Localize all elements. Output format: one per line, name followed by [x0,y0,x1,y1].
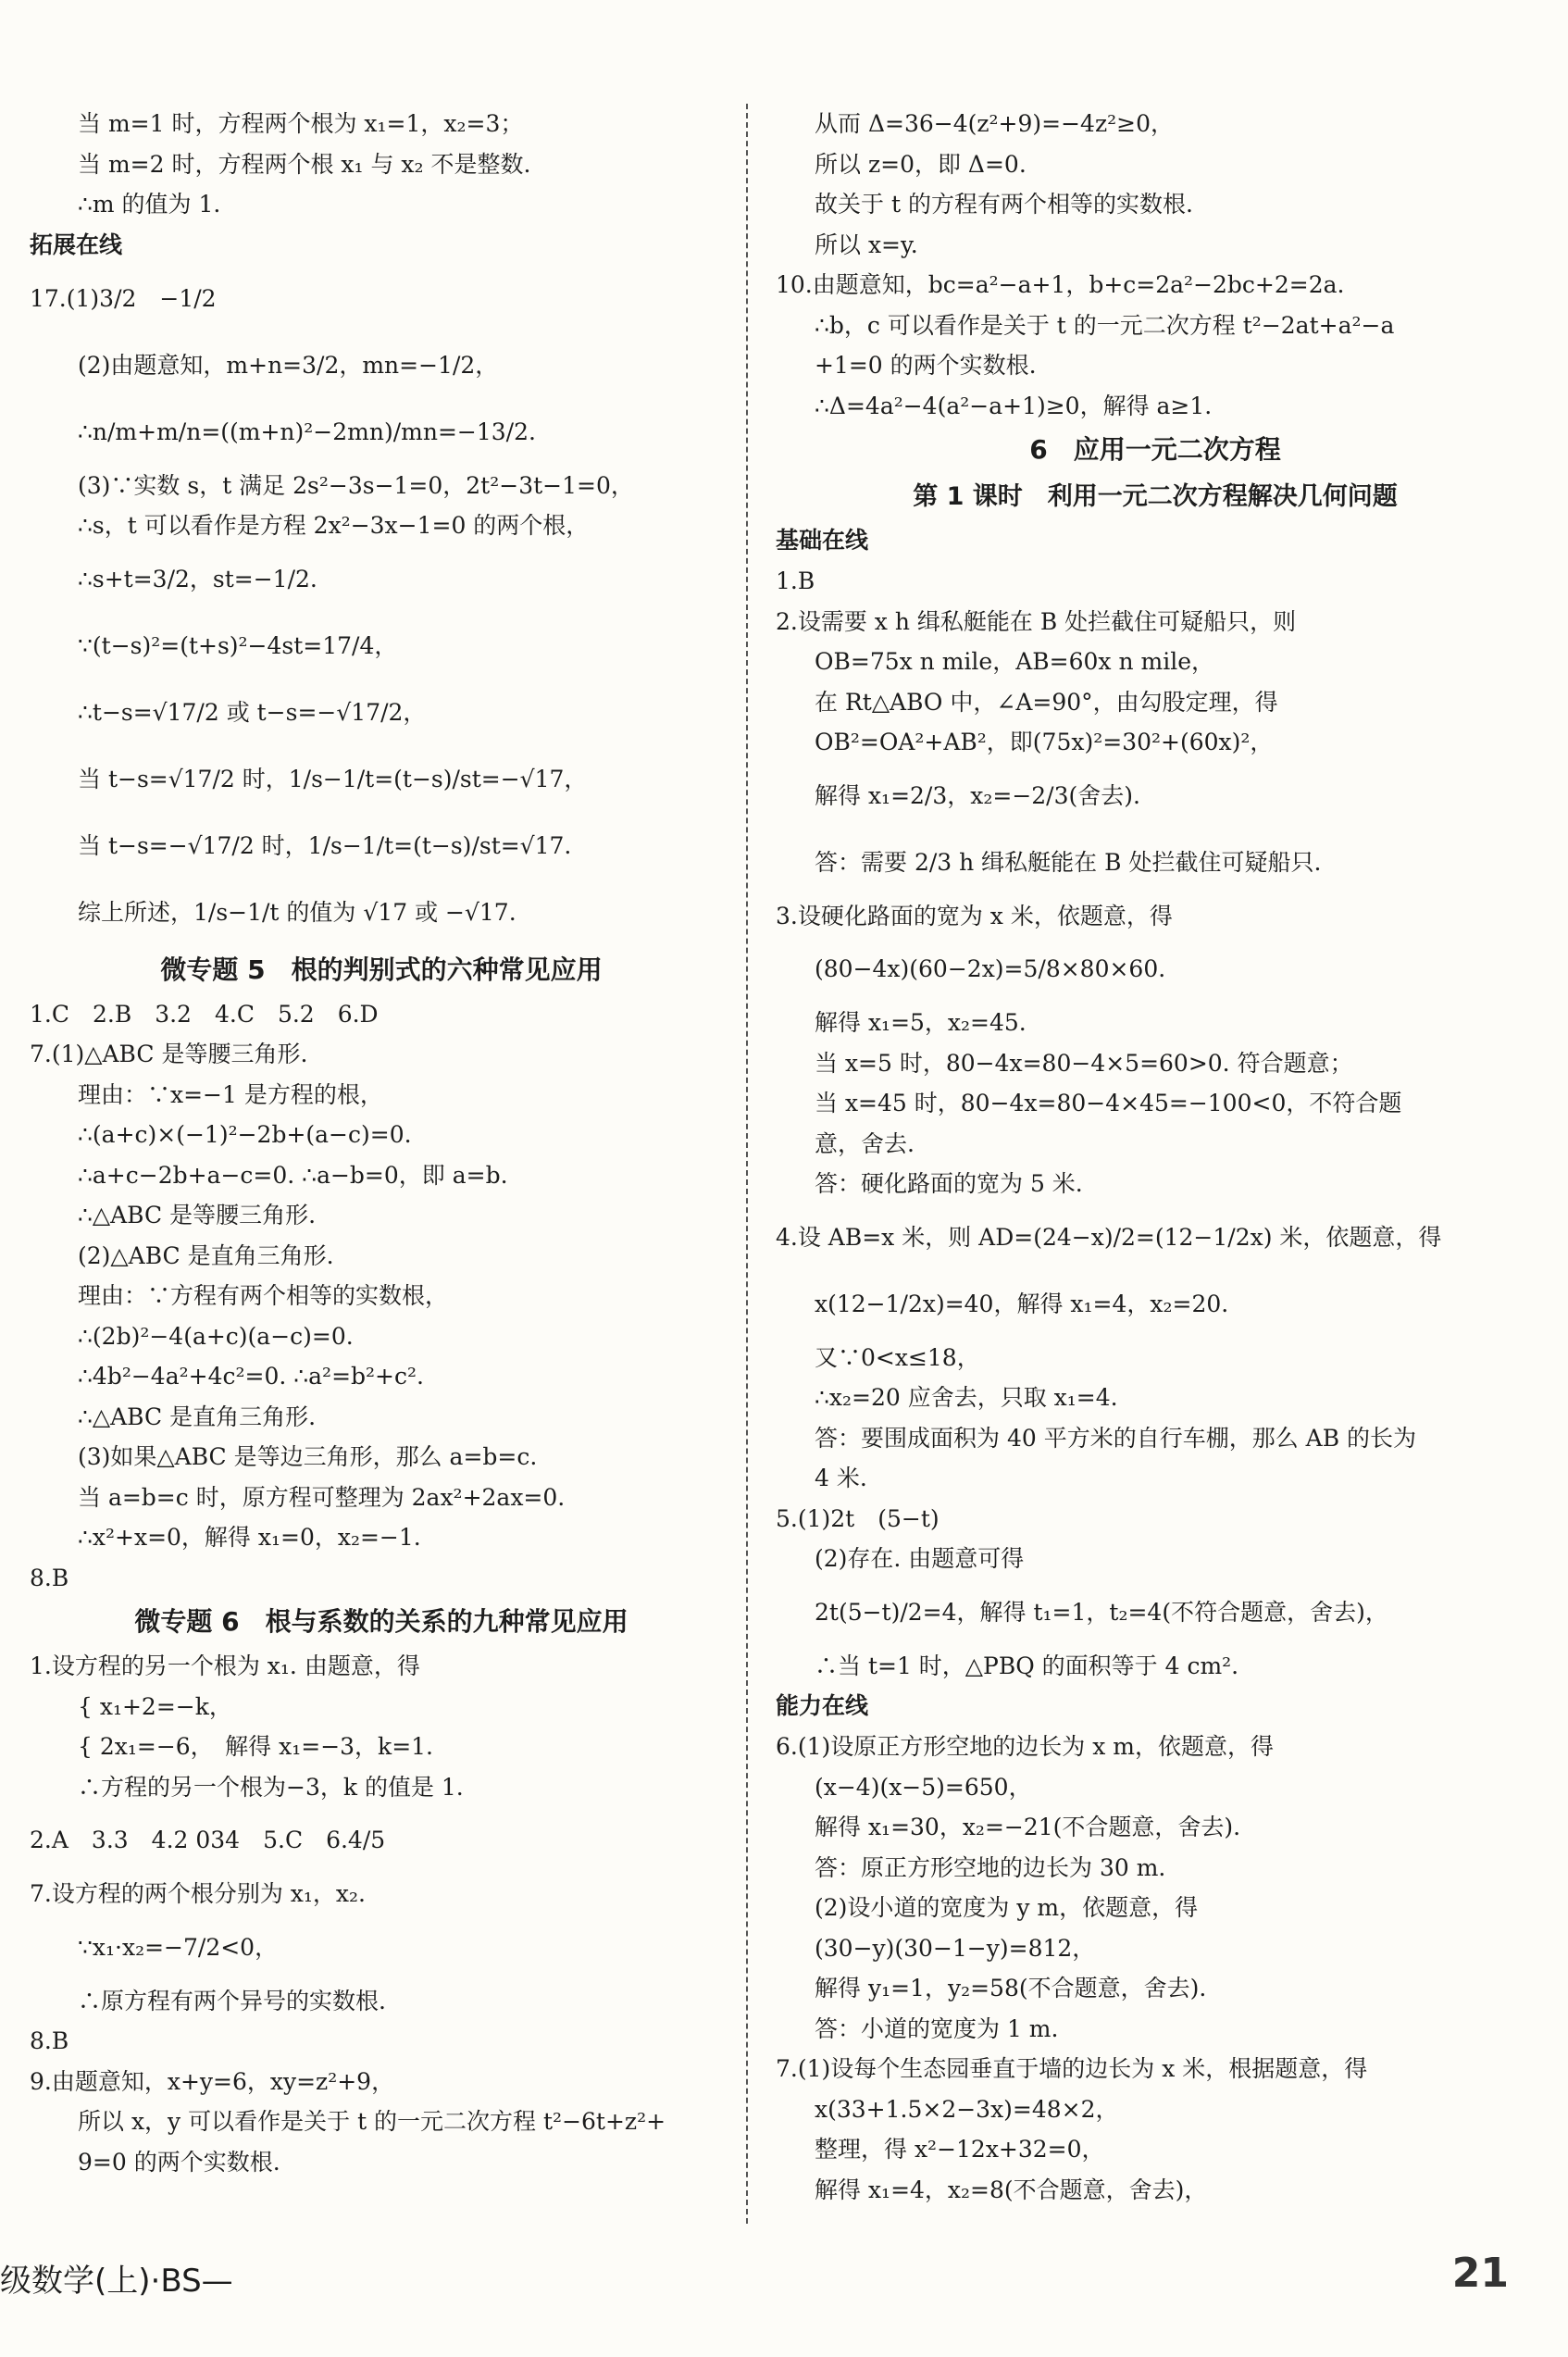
text-line: 答：需要 2/3 h 缉私艇能在 B 处拦截住可疑船只. [815,848,1322,876]
text-line: 解得 x₁=5，x₂=45. [815,1009,1027,1036]
text-line: (30−y)(30−1−y)=812， [815,1934,1096,1962]
text-line: 又∵0<x≤18， [815,1343,980,1371]
text-line: 6.(1)设原正方形空地的边长为 x m，依题意，得 [776,1733,1274,1760]
text-line: 意，舍去. [815,1129,915,1157]
text-line: 答：小道的宽度为 1 m. [815,2014,1059,2042]
text-line: ∴4b²−4a²+4c²=0. ∴a²=b²+c². [78,1363,424,1390]
text-line: ∴(a+c)×(−1)²−2b+(a−c)=0. [78,1121,412,1148]
section-heading: 能力在线 [776,1692,869,1719]
text-line: 答：原正方形空地的边长为 30 m. [815,1853,1166,1881]
text-line: 当 t−s=√17/2 时，1/s−1/t=(t−s)/st=−√17， [78,765,588,792]
text-line: (3)∵实数 s，t 满足 2s²−3s−1=0，2t²−3t−1=0， [78,471,634,499]
text-line: ∴当 t=1 时，△PBQ 的面积等于 4 cm². [815,1652,1239,1679]
text-line: ∴s+t=3/2，st=−1/2. [78,565,317,592]
page-number: 21 [1451,2250,1509,2297]
text-line: 综上所述，1/s−1/t 的值为 √17 或 −√17. [78,898,516,926]
text-line: ∴m 的值为 1. [78,191,221,218]
text-line: (2)存在. 由题意可得 [815,1545,1025,1572]
text-line: 7.设方程的两个根分别为 x₁，x₂. [30,1880,366,1907]
text-line: 在 Rt△ABO 中，∠A=90°，由勾股定理，得 [815,688,1278,716]
text-line: ∴x₂=20 应舍去，只取 x₁=4. [815,1384,1118,1411]
text-line: 整理，得 x²−12x+32=0， [815,2136,1105,2163]
text-line: 解得 x₁=4，x₂=8(不合题意，舍去)， [815,2176,1208,2203]
text-line: (x−4)(x−5)=650， [815,1773,1032,1801]
text-line: x(33+1.5×2−3x)=48×2， [815,2095,1119,2123]
text-line: 所以 x=y. [815,231,918,258]
text-line: 1.设方程的另一个根为 x₁. 由题意，得 [30,1652,420,1679]
text-line: +1=0 的两个实数根. [815,352,1037,379]
text-line: (2)设小道的宽度为 y m，依题意，得 [815,1894,1199,1921]
column-divider [746,104,748,2224]
text-line: { 2x₁=−6， 解得 x₁=−3，k=1. [78,1733,433,1760]
text-line: ∴原方程有两个异号的实数根. [78,1987,386,2014]
text-line: 10.由题意知，bc=a²−a+1，b+c=2a²−2bc+2=2a. [776,271,1345,298]
text-line: 9=0 的两个实数根. [78,2148,280,2176]
text-line: ∴x²+x=0，解得 x₁=0，x₂=−1. [78,1524,421,1551]
topic-heading: 微专题 6 根与系数的关系的九种常见应用 [134,1606,628,1637]
text-line: (2)△ABC 是直角三角形. [78,1241,334,1269]
text-line: OB=75x n mile，AB=60x n mile， [815,648,1214,675]
text-line: 2t(5−t)/2=4，解得 t₁=1，t₂=4(不符合题意，舍去)， [815,1598,1388,1626]
text-line: 9.由题意知，x+y=6，xy=z²+9， [30,2067,395,2095]
text-line: ∵(t−s)²=(t+s)²−4st=17/4， [78,631,398,659]
text-line: { x₁+2=−k， [78,1692,232,1720]
text-line: 答：硬化路面的宽为 5 米. [815,1170,1083,1197]
text-line: 4.设 AB=x 米，则 AD=(24−x)/2=(12−1/2x) 米，依题意，得 [776,1223,1442,1251]
text-line: 解得 y₁=1，y₂=58(不合题意，舍去). [815,1975,1207,2002]
text-line: ∴方程的另一个根为−3，k 的值是 1. [78,1773,464,1801]
text-line: OB²=OA²+AB²，即(75x)²=30²+(60x)²， [815,729,1274,755]
text-line: (3)如果△ABC 是等边三角形，那么 a=b=c. [78,1443,538,1470]
right-column [776,104,1535,2210]
text-line: ∴a+c−2b+a−c=0. ∴a−b=0，即 a=b. [78,1161,508,1189]
text-line: 7.(1)△ABC 是等腰三角形. [30,1041,308,1067]
text-line: 从而 Δ=36−4(z²+9)=−4z²≥0， [815,110,1175,137]
text-line: 解得 x₁=2/3，x₂=−2/3(舍去). [815,781,1140,809]
text-line: 8.B [30,1564,69,1591]
text-line: 当 a=b=c 时，原方程可整理为 2ax²+2ax=0. [78,1483,566,1511]
text-line: 1.C 2.B 3.2 4.C 5.2 6.D [30,1000,379,1028]
text-line: 8.B [30,2027,69,2054]
text-line: 17.(1)3/2 −1/2 [30,284,217,312]
text-line: 3.设硬化路面的宽为 x 米，依题意，得 [776,902,1173,929]
text-line: (80−4x)(60−2x)=5/8×80×60. [815,955,1166,982]
topic-heading: 微专题 5 根的判别式的六种常见应用 [160,954,603,985]
text-line: 7.(1)设每个生态园垂直于墙的边长为 x 米，根据题意，得 [776,2055,1368,2082]
text-line: 当 x=45 时，80−4x=80−4×45=−100<0，不符合题 [815,1090,1402,1116]
page-footer [0,2250,1568,2314]
text-line: ∴(2b)²−4(a+c)(a−c)=0. [78,1322,354,1350]
text-line: ∴s，t 可以看作是方程 2x²−3x−1=0 的两个根， [78,512,590,539]
text-line: ∴△ABC 是直角三角形. [78,1403,317,1430]
text-line: 5.(1)2t (5−t) [776,1504,940,1532]
text-line: x(12−1/2x)=40，解得 x₁=4，x₂=20. [815,1290,1229,1317]
text-line: 所以 x，y 可以看作是关于 t 的一元二次方程 t²−6t+z²+ [78,2108,666,2135]
text-line: 当 m=2 时，方程两个根 x₁ 与 x₂ 不是整数. [78,150,531,178]
text-line: 当 t−s=−√17/2 时，1/s−1/t=(t−s)/st=√17. [78,831,572,859]
text-line: ∴△ABC 是等腰三角形. [78,1202,317,1228]
text-line: 理由：∵x=−1 是方程的根， [78,1080,383,1108]
text-line: ∴n/m+m/n=((m+n)²−2mn)/mn=−13/2. [78,418,536,445]
text-line: 故关于 t 的方程有两个相等的实数根. [815,191,1193,218]
text-line: 2.A 3.3 4.2 034 5.C 6.4/5 [30,1827,386,1853]
text-line: ∵x₁·x₂=−7/2<0， [78,1933,279,1961]
text-line: 2.设需要 x h 缉私艇能在 B 处拦截住可疑船只，则 [776,607,1297,635]
section-heading: 基础在线 [776,527,869,554]
text-line: 答：要围成面积为 40 平方米的自行车棚，那么 AB 的长为 [815,1424,1417,1452]
topic-heading: 6 应用一元二次方程 [1029,434,1281,465]
lesson-heading: 第 1 课时 利用一元二次方程解决几何问题 [913,482,1398,511]
text-line: 1.B [776,567,815,594]
text-line: (2)由题意知，m+n=3/2，mn=−1/2， [78,351,499,379]
text-line: 解得 x₁=30，x₂=−21(不合题意，舍去). [815,1814,1241,1840]
text-line: 理由：∵方程有两个相等的实数根， [78,1282,449,1309]
book-title: 级数学(上)·BS— [0,2263,233,2300]
text-line: ∴Δ=4a²−4(a²−a+1)≥0，解得 a≥1. [815,392,1213,419]
text-line: 4 米. [815,1465,867,1491]
section-heading: 拓展在线 [30,231,123,258]
left-column [30,104,733,2182]
text-line: 所以 z=0，即 Δ=0. [815,150,1027,178]
text-line: 当 x=5 时，80−4x=80−4×5=60>0. 符合题意； [815,1049,1353,1077]
text-line: ∴t−s=√17/2 或 t−s=−√17/2， [78,698,427,726]
text-line: ∴b，c 可以看作是关于 t 的一元二次方程 t²−2at+a²−a [815,311,1395,339]
text-line: 当 m=1 时，方程两个根为 x₁=1，x₂=3； [78,110,524,137]
